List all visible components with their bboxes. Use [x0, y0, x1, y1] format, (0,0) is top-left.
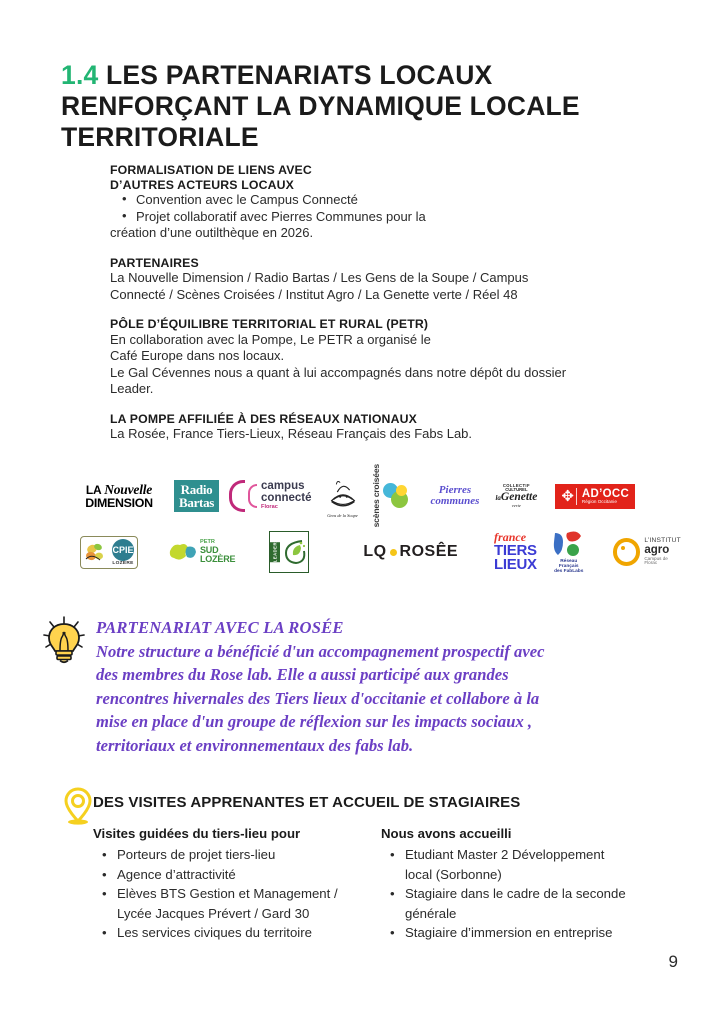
logo-text: france [494, 529, 527, 544]
logo-text: LQ [363, 543, 387, 560]
soup-character-icon [324, 474, 362, 512]
logo-text: campus [261, 480, 305, 493]
list-item: • Projet collaboratif avec Pierres Communes pour la [110, 209, 640, 226]
logo-text: verte [511, 502, 521, 508]
testimonial-heading: PARTENARIAT AVEC LA ROSÉE [96, 618, 344, 637]
testimonial-line-2: des membres du Rose lab. Elle a aussi participé aux grandes [96, 665, 509, 684]
logo-text: Réseau Français [558, 558, 579, 569]
logo-text: Région Occitanie [581, 498, 617, 504]
page-title [61, 60, 661, 153]
content-body [110, 163, 640, 443]
petr-line-3: Le Gal Cévennes nous a quant à lui accompagnés dans notre dépôt du dossier [110, 364, 567, 380]
logo-text: L’INSTITUT [644, 537, 681, 545]
logo-la-nouvelle-dimension [70, 483, 168, 509]
logo-text: Gens de la Soupe [327, 513, 358, 518]
logo-text: scènes croisées [370, 464, 381, 528]
logo-la-rosee [363, 543, 458, 561]
formalisation-continuation: création d’une outilthèque en 2026. [110, 225, 314, 241]
section-petr [110, 317, 640, 398]
logo-text: Nouvelle [104, 482, 153, 498]
occitanie-cross-icon: ✥ [561, 487, 572, 505]
logo-text: DIMENSION [85, 495, 153, 510]
list-item: • Porteurs de projet tiers-lieu [93, 845, 363, 865]
section-heading: PÔLE D’ÉQUILIBRE TERRITORIAL ET RURAL (PETR) [110, 317, 429, 332]
arc-icon [229, 480, 245, 512]
logo-les-gens-de-la-soupe [324, 474, 362, 518]
petr-line-1: En collaboration avec la Pompe, Le PETR a organisé le [110, 331, 431, 347]
logo-linstitut-agro [613, 538, 681, 566]
section-number: 1.4 [61, 59, 99, 90]
logo-text: CULTUREL [505, 486, 528, 492]
section-heading: PARTENAIRES [110, 255, 199, 270]
logo-text: communes [430, 495, 480, 507]
testimonial-line-5: territoriaux et environnementaux des fabs lab. [96, 735, 414, 755]
visits-right-column [381, 826, 631, 943]
logo-text: AD’OCC [581, 487, 630, 500]
ring-icon [613, 538, 641, 566]
map-shape-icon [168, 541, 198, 563]
logo-cpie-lozere [80, 536, 138, 569]
page-number: 9 [668, 952, 678, 971]
arc-icon [248, 484, 257, 508]
dot-icon [390, 549, 397, 556]
logo-text: LOZÈRE [112, 560, 134, 566]
logo-text: connecté [261, 492, 312, 505]
visits-heading: DES VISITES APPRENANTES ET ACCUEIL DE STAGIAIRES [93, 794, 521, 811]
logo-scenes-croisees [372, 464, 409, 527]
spacer [110, 303, 640, 317]
nature-icon [84, 541, 110, 563]
list-item: • Elèves BTS Gestion et Management / Lycée Jacques Prévert / Gard 30 [93, 884, 363, 923]
logo-leader [269, 531, 309, 573]
logo-text: PETR [200, 539, 215, 546]
list-item: • Stagiaire dans le cadre de la seconde générale [381, 884, 631, 923]
formalisation-bullets [110, 192, 640, 225]
logo-text: Radio [180, 482, 213, 497]
visits-right-list [381, 845, 631, 943]
logo-pierres-communes [431, 485, 480, 507]
logo-text: TIERS [494, 541, 537, 559]
logo-adocc [555, 484, 635, 509]
logo-text: COLLECTIF [502, 482, 530, 488]
petr-line-2: Café Europe dans nos locaux. [110, 348, 285, 364]
list-item: • Agence d’attractivité [93, 865, 363, 885]
partner-logos [70, 464, 681, 580]
visits-left-list [93, 845, 363, 943]
testimonial-line-1: Notre structure a bénéficié d'un accompagnement prospectif avec [96, 641, 545, 661]
logo-text: CPIE [112, 539, 134, 561]
section-heading-line2: D’AUTRES ACTEURS LOCAUX [110, 177, 295, 192]
fablab-shapes-icon [551, 529, 587, 559]
shapes-icon [383, 483, 409, 509]
list-item: • Etudiant Master 2 Développement local (Sorbonne) [381, 845, 631, 884]
logo-text: des FabLabs [554, 569, 584, 575]
logo-reseau-francais-des-fablabs [551, 529, 587, 575]
logo-text: Bartas [179, 495, 215, 510]
section-reseaux-nationaux [110, 412, 640, 443]
testimonial-line-4: mise en place d'un groupe de réflexion sur les impacts sociaux , [96, 712, 533, 731]
logo-radio-bartas [174, 480, 219, 512]
partenaires-line-1: La Nouvelle Dimension / Radio Bartas / Les Gens de la Soupe / Campus [110, 270, 529, 286]
logo-text: LA [85, 483, 102, 498]
logo-la-genette-verte [495, 484, 537, 509]
logo-text: Florac [261, 503, 278, 510]
logo-text: Campus de Florac [644, 555, 668, 566]
logo-text: LIEUX [494, 556, 537, 574]
section-title-text: LES PARTENARIATS LOCAUX RENFORÇANT LA DYNAMIQUE LOCALE TERRITORIALE [61, 59, 580, 152]
logo-text: LEADER [270, 542, 280, 562]
logo-text: ROSÊE [399, 543, 459, 560]
lightbulb-icon [36, 612, 92, 668]
list-item: • Les services civiques du territoire [93, 923, 363, 943]
partner-logos-row-1 [70, 464, 670, 528]
partenaires-line-2: Connecté / Scènes Croisées / Institut Agro / La Genette verte / Réel 48 [110, 286, 518, 302]
petr-line-4: Leader. [110, 381, 154, 397]
section-formalisation [110, 163, 640, 242]
section-heading: LA POMPE AFFILIÉE À DES RÉSEAUX NATIONAUX [110, 411, 417, 426]
visits-left-column [93, 826, 363, 943]
logo-text: agro [644, 543, 670, 556]
logo-text: Genette [500, 491, 538, 504]
logo-text: SUD LOZÈRE [200, 544, 236, 564]
spacer [110, 242, 640, 256]
logo-campus-connecte [229, 480, 312, 512]
partner-logos-row-2 [70, 526, 681, 578]
list-item: • Stagiaire d’immersion en entreprise [381, 923, 631, 943]
reseaux-line-1: La Rosée, France Tiers-Lieux, Réseau Français des Fabs Lab. [110, 426, 473, 442]
logo-text: la [495, 494, 501, 503]
testimonial-line-3: rencontres hivernales des Tiers lieux d'occitanie et collabore à la [96, 688, 540, 708]
column-heading: Nous avons accueilli [381, 826, 512, 841]
section-partenaires [110, 256, 640, 304]
logo-petr-sud-lozere [168, 540, 235, 564]
column-heading: Visites guidées du tiers-lieu pour [93, 826, 301, 841]
logo-france-tiers-lieux [494, 529, 537, 574]
spacer [110, 398, 640, 412]
leaf-icon [280, 537, 308, 567]
section-heading-line1: FORMALISATION DE LIENS AVEC [110, 163, 312, 177]
testimonial-block [96, 616, 641, 757]
logo-text: Pierres [438, 484, 472, 496]
list-item: • Convention avec le Campus Connecté [110, 192, 640, 209]
